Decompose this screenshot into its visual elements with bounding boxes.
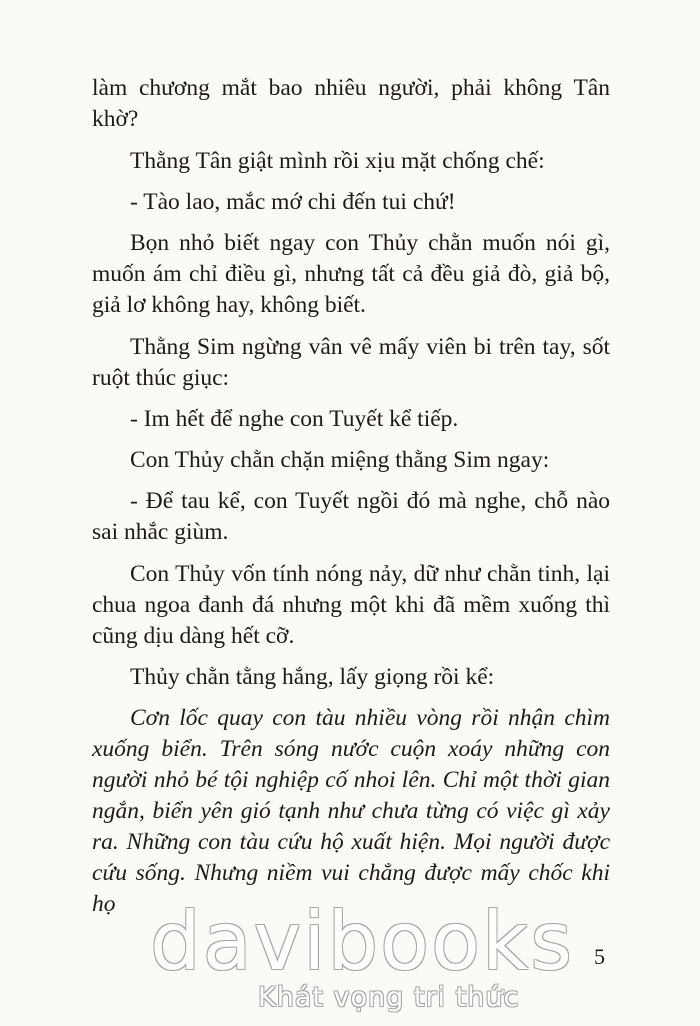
paragraph: Bọn nhỏ biết ngay con Thủy chằn muốn nói gì, muốn ám chỉ điều gì, nhưng tất cả đều giả đò, giả bộ, giả lơ không hay, không biết.	[92, 230, 610, 318]
dialogue-line: - Tào lao, mắc mớ chi đến tui chứ!	[130, 189, 456, 215]
watermark-tagline: Khát vọng tri thức	[258, 982, 520, 1013]
watermark-logo: davibooks	[150, 895, 575, 988]
paragraph: Thằng Tân giật mình rồi xịu mặt chống chế:	[130, 148, 545, 174]
paragraph: Con Thủy chằn chặn miệng thằng Sim ngay:	[130, 447, 550, 473]
paragraph-continuation: làm chương mắt bao nhiêu người, phải không Tân khờ?	[92, 75, 610, 132]
dialogue-line: - Để tau kể, con Tuyết ngồi đó mà nghe, chỗ nào sai nhắc giùm.	[92, 488, 610, 545]
dialogue-line: - Im hết để nghe con Tuyết kể tiếp.	[130, 406, 459, 432]
page-number: 5	[594, 944, 605, 969]
story-passage: Cơn lốc quay con tàu nhiều vòng rồi nhận chìm xuống biển. Trên sóng nước cuộn xoáy những con người nhỏ bé tội nghiệp cố nhoi lên. Chỉ một thời gian ngắn, biển yên gió tạnh như chưa từng có việc gì xảy ra. Những con tàu cứu hộ xuất hiện. Mọi người được cứu sống. Nhưng niềm vui chẳng được mấy chốc khi họ	[92, 705, 610, 917]
paragraph: Thằng Sim ngừng vân vê mấy viên bi trên tay, sốt ruột thúc giục:	[92, 334, 610, 391]
paragraph: Thủy chằn tằng hắng, lấy giọng rồi kể:	[130, 664, 495, 690]
paragraph: Con Thủy vốn tính nóng nảy, dữ như chằn tinh, lại chua ngoa đanh đá nhưng một khi đã mềm xuống thì cũng dịu dàng hết cỡ.	[92, 561, 610, 649]
